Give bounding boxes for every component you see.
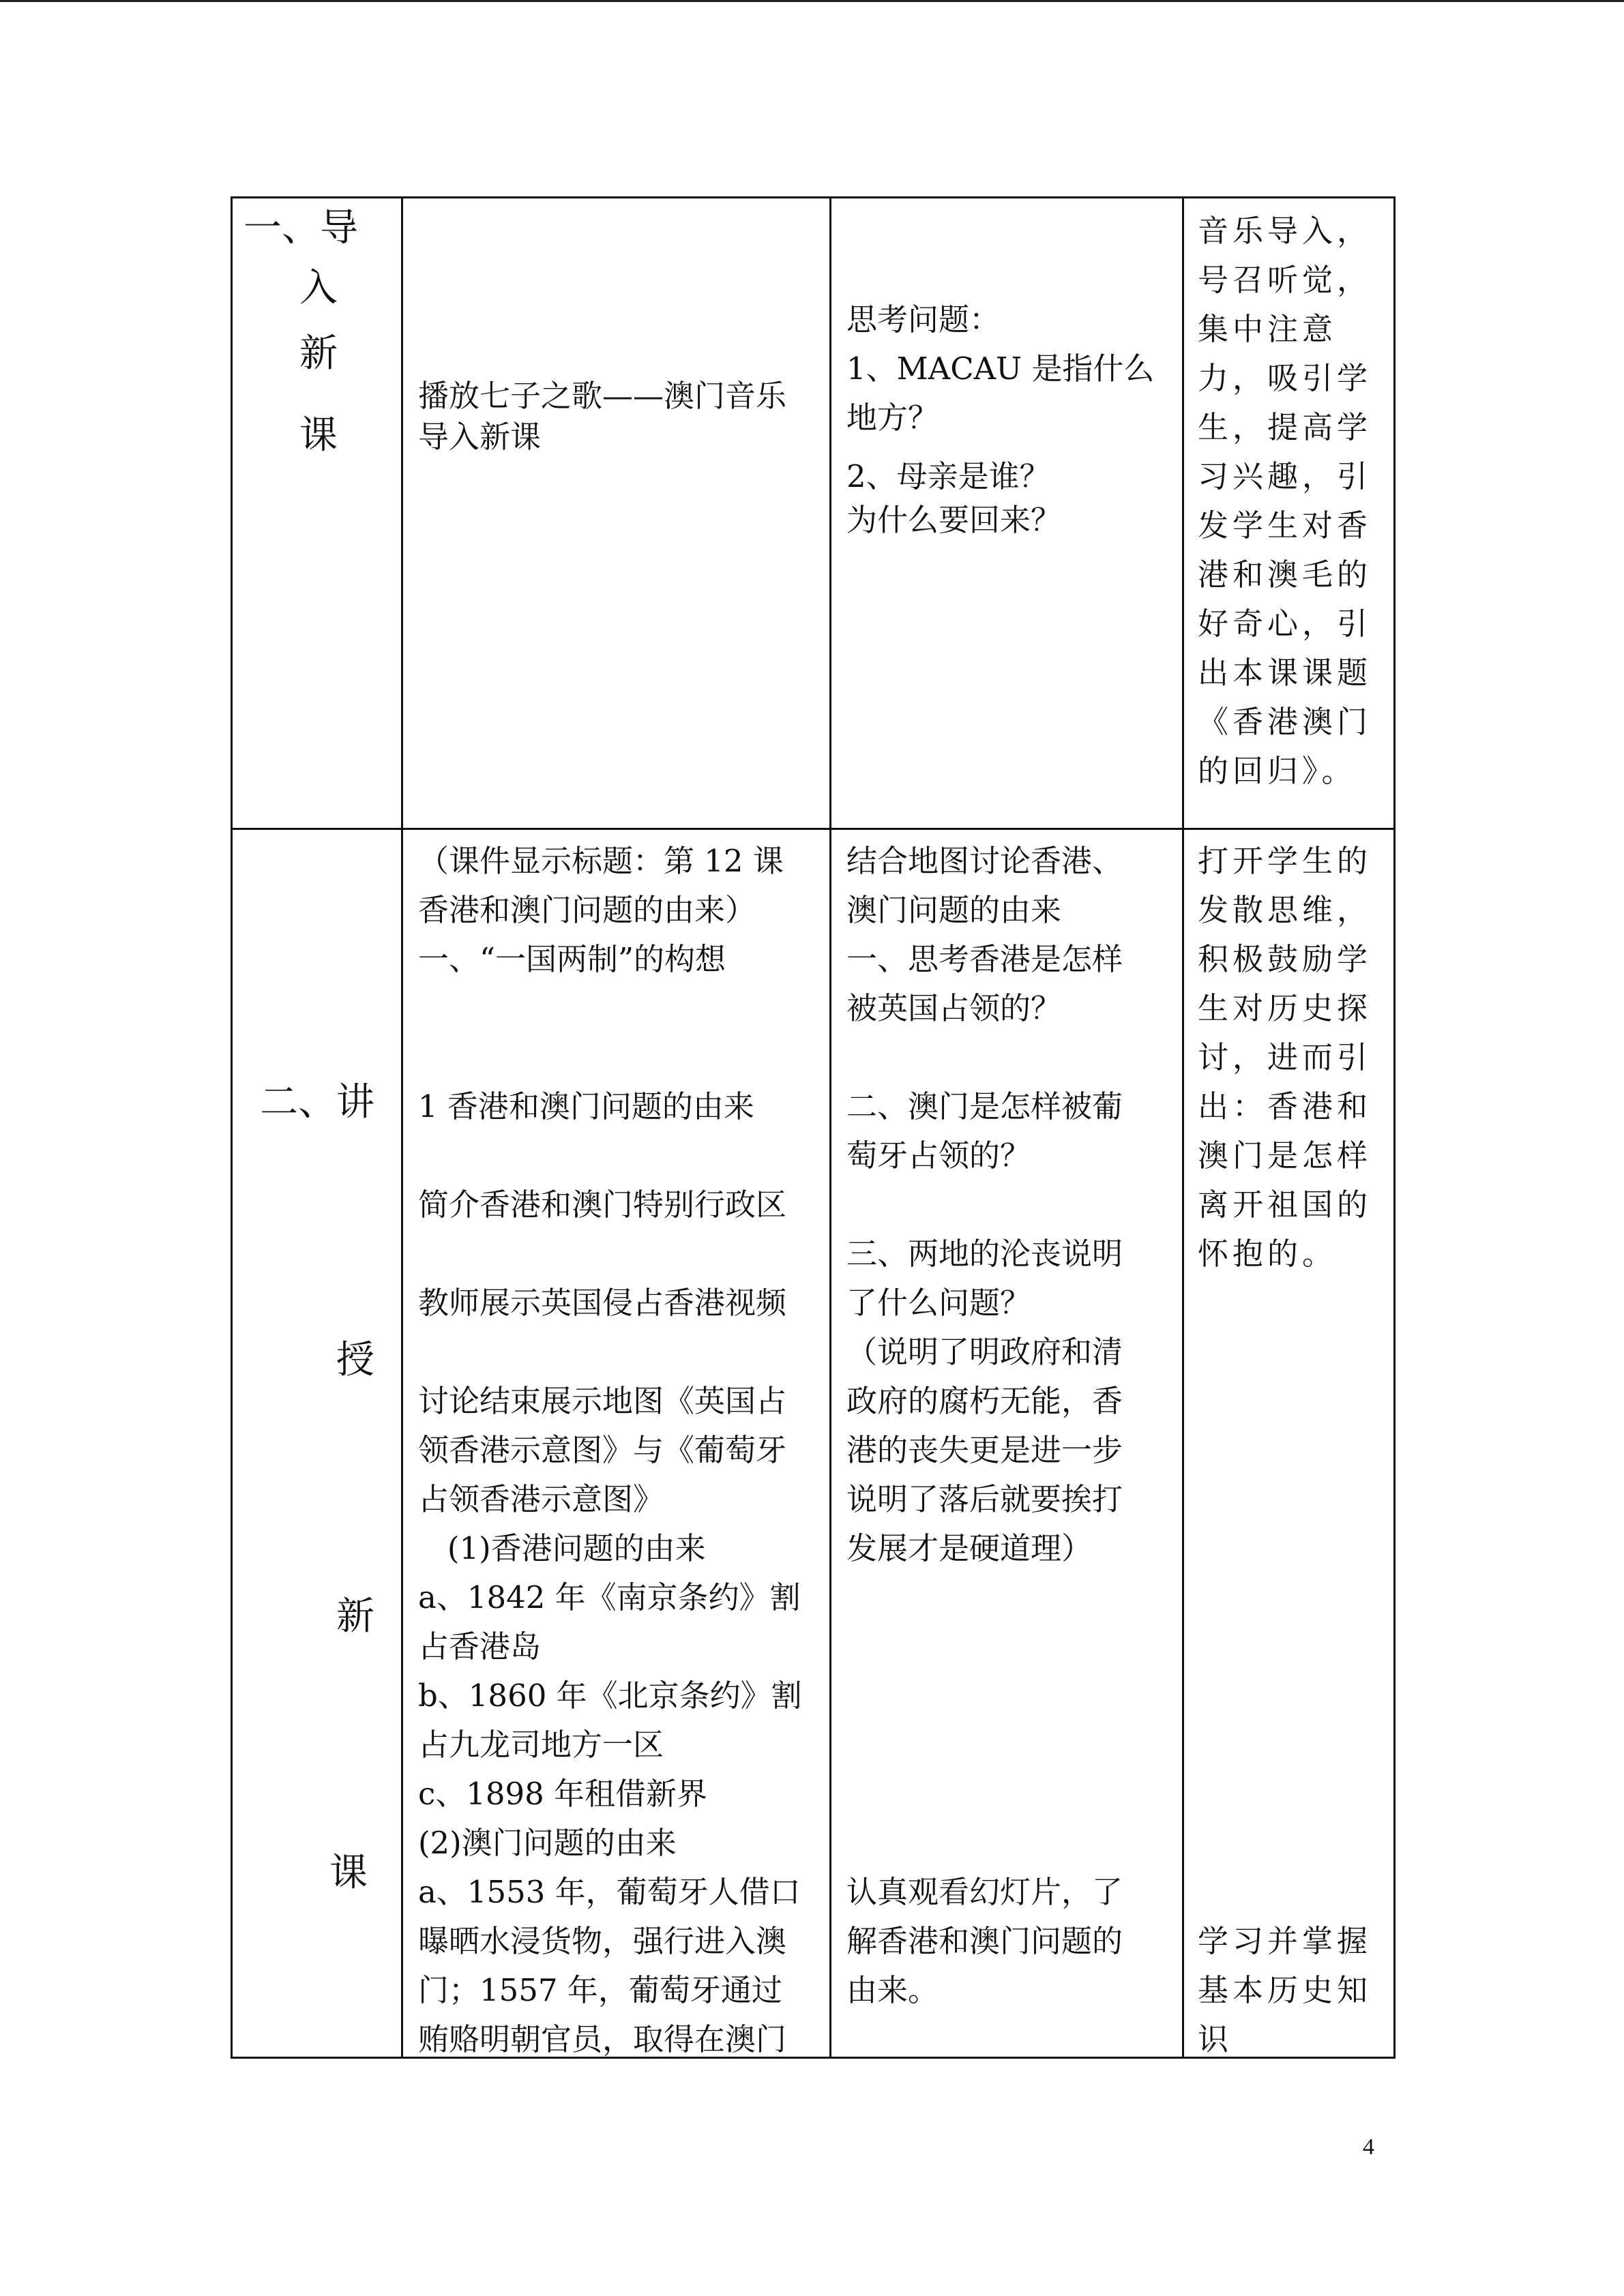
text-line: 离开祖国的	[1198, 1187, 1372, 1223]
stage-label-line: 二、讲	[260, 1080, 374, 1124]
text-line: 一、思考香港是怎样	[846, 941, 1123, 977]
text-line: 为什么要回来？	[846, 502, 1062, 538]
table-row	[232, 829, 1395, 2058]
stage-label-line: 一、导	[243, 206, 358, 250]
text-line: 讨，进而引	[1198, 1039, 1372, 1075]
text-line: 门；1557 年，葡萄牙通过	[418, 1972, 782, 2008]
stage-cell	[232, 198, 402, 829]
stage-label-line: 新	[336, 1594, 374, 1639]
stage-label-line: 授	[336, 1338, 374, 1382]
teacher-activity-cell	[402, 198, 831, 829]
text-line: 占香港岛	[418, 1628, 542, 1665]
text-line: 结合地图讨论香港、	[846, 843, 1123, 879]
text-line: 港的丧失更是进一步	[846, 1432, 1123, 1468]
text-line: 发散思维，	[1198, 892, 1372, 928]
text-line: 播放七子之歌——澳门音乐	[418, 378, 787, 414]
text-line: 认真观看幻灯片，了	[846, 1874, 1123, 1910]
text-line: 由来。	[846, 1972, 939, 2008]
text-line: 导入新课	[418, 419, 542, 455]
text-line: 出：香港和	[1198, 1088, 1372, 1124]
text-line: 香港和澳门问题的由来）	[418, 892, 756, 928]
text-line: 学习并掌握	[1198, 1923, 1372, 1959]
text-line: 三、两地的沦丧说明	[846, 1236, 1123, 1272]
text-line: c、1898 年租借新界	[418, 1776, 708, 1812]
text-line: 习兴趣，引	[1198, 458, 1372, 494]
text-line: 发学生对香	[1198, 507, 1372, 543]
text-line: 占九龙司地方一区	[418, 1727, 664, 1763]
text-line: 力，吸引学	[1198, 360, 1372, 396]
text-line: 一、“一国两制”的构想	[418, 941, 726, 977]
text-line: 简介香港和澳门特别行政区	[418, 1187, 787, 1223]
text-line: 的回归》。	[1198, 753, 1357, 789]
text-line: 被英国占领的？	[846, 990, 1062, 1026]
design-intent-cell	[1183, 198, 1395, 829]
text-line: 澳门是怎样	[1198, 1137, 1372, 1174]
text-line: 好奇心，引	[1198, 606, 1372, 642]
text-line: 《香港澳门	[1198, 704, 1372, 740]
page-number: 4	[1363, 2134, 1374, 2160]
stage-cell	[232, 829, 402, 2058]
text-line: 二、澳门是怎样被葡	[846, 1088, 1123, 1124]
text-line: a、1553 年，葡萄牙人借口	[418, 1874, 801, 1910]
text-line: 出本课课题	[1198, 655, 1372, 691]
text-line: 说明了落后就要挨打	[846, 1481, 1123, 1517]
stage-label-line: 课	[299, 413, 338, 458]
text-line: 讨论结束展示地图《英国占	[418, 1383, 787, 1419]
text-line: 怀抱的。	[1198, 1236, 1338, 1272]
text-line: 港和澳毛的	[1198, 556, 1372, 593]
text-line: 打开学生的	[1198, 843, 1372, 879]
table-row	[232, 198, 1395, 829]
text-line: 政府的腐朽无能，香	[846, 1383, 1123, 1419]
text-line: （课件显示标题：第 12 课	[418, 843, 784, 879]
text-line: a、1842 年《南京条约》割	[418, 1579, 801, 1615]
student-activity-cell	[831, 198, 1183, 829]
text-line: 领香港示意图》与《葡萄牙	[418, 1432, 787, 1468]
text-line: 1 香港和澳门问题的由来	[418, 1088, 754, 1124]
lesson-plan-table	[231, 196, 1396, 2059]
text-line: 澳门问题的由来	[846, 892, 1062, 928]
text-line: 生，提高学	[1198, 409, 1372, 445]
text-line: 音乐导入，	[1198, 213, 1372, 249]
text-line: 贿赂明朝官员，取得在澳门	[418, 2021, 787, 2057]
text-line: (1)香港问题的由来	[418, 1530, 706, 1566]
text-line: 生对历史探	[1198, 990, 1372, 1026]
text-line: 2、母亲是谁？	[846, 458, 1050, 494]
text-line: 基本历史知	[1198, 1972, 1372, 2008]
text-line: 解香港和澳门问题的	[846, 1923, 1123, 1959]
text-line: （说明了明政府和清	[846, 1334, 1123, 1370]
text-line: 积极鼓励学	[1198, 941, 1372, 977]
text-line: 1、MACAU 是指什么	[846, 351, 1155, 387]
text-line: 集中注意	[1198, 311, 1338, 347]
text-line: 萄牙占领的？	[846, 1137, 1031, 1174]
text-line: 占领香港示意图》	[418, 1481, 664, 1517]
text-line: b、1860 年《北京条约》割	[418, 1678, 802, 1714]
text-line: 地方？	[846, 400, 939, 436]
text-line: 识	[1198, 2021, 1233, 2057]
text-line: 发展才是硬道理）	[846, 1530, 1093, 1566]
stage-label-line: 入	[299, 266, 338, 310]
text-line: 思考问题：	[846, 301, 1001, 338]
text-line: (2)澳门问题的由来	[418, 1825, 677, 1861]
page-top-border	[0, 0, 1624, 2]
design-intent-cell	[1183, 829, 1395, 2058]
text-line: 曝晒水浸货物，强行进入澳	[418, 1923, 787, 1959]
text-line: 号召听觉，	[1198, 262, 1372, 298]
teacher-activity-cell	[402, 829, 831, 2058]
stage-label-line: 课	[329, 1851, 368, 1895]
text-line: 了什么问题？	[846, 1285, 1031, 1321]
student-activity-cell	[831, 829, 1183, 2058]
stage-label-line: 新	[299, 331, 338, 376]
text-line: 教师展示英国侵占香港视频	[418, 1285, 787, 1321]
